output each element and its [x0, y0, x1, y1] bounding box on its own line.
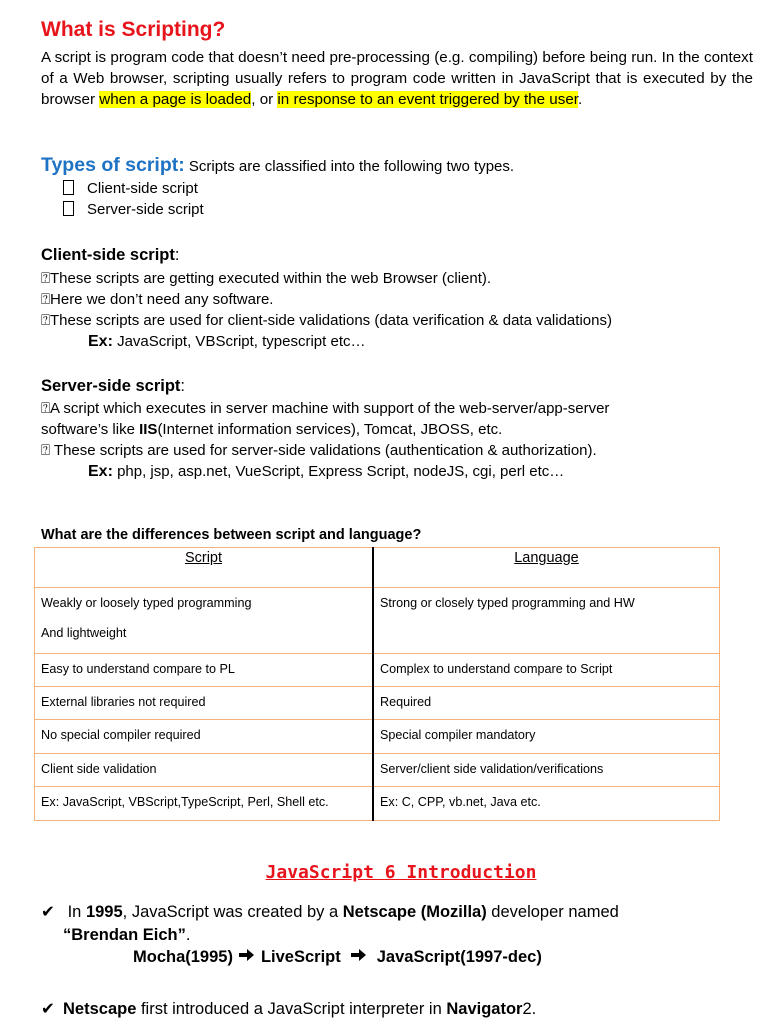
bullet-box-icon — [63, 180, 74, 195]
text: 2. — [522, 1000, 537, 1018]
bullet-box-icon — [63, 201, 74, 216]
intro-text-3: . — [578, 91, 583, 108]
client-line-text: Here we don’t need any software. — [50, 291, 274, 308]
brendan-eich: “Brendan Eich” — [63, 926, 186, 944]
server-side-heading — [41, 377, 185, 396]
missing-glyph-icon: ⍰ — [41, 400, 51, 417]
table-cell — [373, 654, 720, 687]
section-title-javascript-6: JavaScript 6 Introduction — [265, 862, 537, 883]
text: developer named — [486, 903, 619, 921]
cell-text: Server/client side validation/verifications — [380, 762, 604, 776]
example-text: php, jsp, asp.net, VueScript, Express Script, nodeJS, cgi, perl etc… — [112, 463, 565, 480]
history-point-1 — [41, 902, 619, 922]
year-1995: 1995 — [85, 903, 123, 921]
server-line-text: software’s like — [41, 421, 140, 438]
cell-text: Special compiler mandatory — [380, 728, 536, 742]
example-text: JavaScript, VBScript, typescript etc… — [112, 333, 366, 350]
column-header-script: Script — [35, 548, 374, 588]
cell-text: Easy to understand compare to PL — [41, 662, 235, 676]
server-example — [88, 463, 564, 481]
highlight-page-loaded: when a page is loaded — [99, 91, 252, 108]
example-label: Ex: — [88, 463, 113, 480]
table-cell — [35, 687, 374, 720]
types-of-script-line — [41, 154, 514, 177]
missing-glyph-icon: ⍰ — [41, 291, 51, 308]
intro-paragraph — [41, 47, 753, 110]
table-cell — [35, 588, 374, 654]
server-line-bold: IIS — [139, 421, 158, 438]
arrow-right-icon — [351, 948, 367, 967]
table-cell — [373, 588, 720, 654]
server-heading-text: Server-side script — [41, 377, 181, 395]
table-row — [35, 720, 720, 754]
cell-text: Ex: JavaScript, VBScript,TypeScript, Perl, Shell etc. — [41, 795, 329, 809]
cell-text: Strong or closely typed programming and HW — [380, 596, 635, 610]
table-row — [35, 787, 720, 821]
client-example — [88, 333, 366, 351]
server-line-2 — [41, 421, 502, 438]
evolution-step: JavaScript(1997-dec) — [376, 948, 542, 966]
server-heading-colon: : — [180, 377, 185, 395]
table-cell — [373, 787, 720, 821]
arrow-right-icon — [239, 948, 255, 967]
cell-text: Client side validation — [41, 762, 157, 776]
list-item-label: Client-side script — [87, 180, 198, 197]
client-heading-colon: : — [174, 246, 180, 264]
cell-text: Weakly or loosely typed programming — [41, 596, 252, 610]
table-cell — [35, 754, 374, 787]
text: first introduced a JavaScript interpreter in — [136, 1000, 447, 1018]
list-item — [63, 180, 198, 197]
server-line-text: (Internet information services), Tomcat, JBOSS, etc. — [157, 421, 503, 438]
cell-text-extra: And lightweight — [41, 626, 127, 640]
cell-text: No special compiler required — [41, 728, 201, 742]
history-point-1-cont — [63, 926, 190, 945]
example-label: Ex: — [88, 333, 113, 350]
cell-text: Required — [380, 695, 432, 709]
client-side-heading — [41, 246, 179, 265]
column-header-language: Language — [373, 548, 720, 588]
cell-text: Complex to understand compare to Script — [380, 662, 613, 676]
history-point-2 — [41, 999, 536, 1019]
table-cell — [373, 687, 720, 720]
missing-glyph-icon: ⍰ — [41, 442, 51, 459]
netscape-mozilla: Netscape (Mozilla) — [342, 903, 487, 921]
client-line-3 — [41, 312, 612, 329]
server-line-1 — [41, 400, 609, 417]
navigator: Navigator — [446, 1000, 523, 1018]
cell-text: External libraries not required — [41, 695, 206, 709]
name-evolution-line — [133, 948, 542, 967]
server-line-3 — [41, 442, 597, 459]
table-row — [35, 654, 720, 687]
highlight-event-triggered: in response to an event triggered by the user — [277, 91, 578, 108]
netscape: Netscape — [63, 1000, 137, 1018]
text: . — [185, 926, 191, 944]
client-line-1 — [41, 270, 491, 287]
text: In — [63, 903, 86, 921]
server-line-text: A script which executes in server machine with support of the web-server/app-server — [50, 400, 610, 417]
table-row — [35, 687, 720, 720]
client-line-2 — [41, 291, 273, 308]
client-line-text: These scripts are used for client-side validations (data verification & data validations) — [50, 312, 612, 329]
check-mark-icon: ✔ — [41, 1000, 55, 1018]
list-item-label: Server-side script — [87, 201, 204, 218]
table-cell — [35, 720, 374, 754]
client-heading-text: Client-side script — [41, 246, 175, 264]
table-header-row — [35, 548, 720, 588]
comparison-table — [34, 547, 720, 821]
client-line-text: These scripts are getting executed within the web Browser (client). — [50, 270, 492, 287]
intro-text-2: , or — [251, 91, 278, 108]
cell-text: Ex: C, CPP, vb.net, Java etc. — [380, 795, 541, 809]
table-cell — [373, 754, 720, 787]
text: , JavaScript was created by a — [122, 903, 343, 921]
server-line-text: These scripts are used for server-side validations (authentication & authorization). — [50, 442, 597, 459]
table-row — [35, 588, 720, 654]
evolution-step: Mocha(1995) — [133, 948, 233, 966]
table-cell — [373, 720, 720, 754]
table-cell — [35, 654, 374, 687]
page-title: What is Scripting? — [41, 18, 226, 41]
table-title: What are the differences between script and language? — [41, 527, 422, 543]
types-heading: Types of script: — [41, 154, 185, 176]
missing-glyph-icon: ⍰ — [41, 312, 51, 329]
missing-glyph-icon: ⍰ — [41, 270, 51, 287]
table-row — [35, 754, 720, 787]
intro-text-1: A script is program code that doesn’t need pre-processing (e.g. compiling) before being run. In the context of a Web browser, scripting usually refers to program code written in JavaScript that is executed by the browser — [41, 49, 753, 108]
check-mark-icon: ✔ — [41, 903, 55, 921]
list-item — [63, 201, 204, 218]
types-description: Scripts are classified into the following two types. — [184, 158, 515, 175]
evolution-step: LiveScript — [260, 948, 341, 966]
table-cell — [35, 787, 374, 821]
